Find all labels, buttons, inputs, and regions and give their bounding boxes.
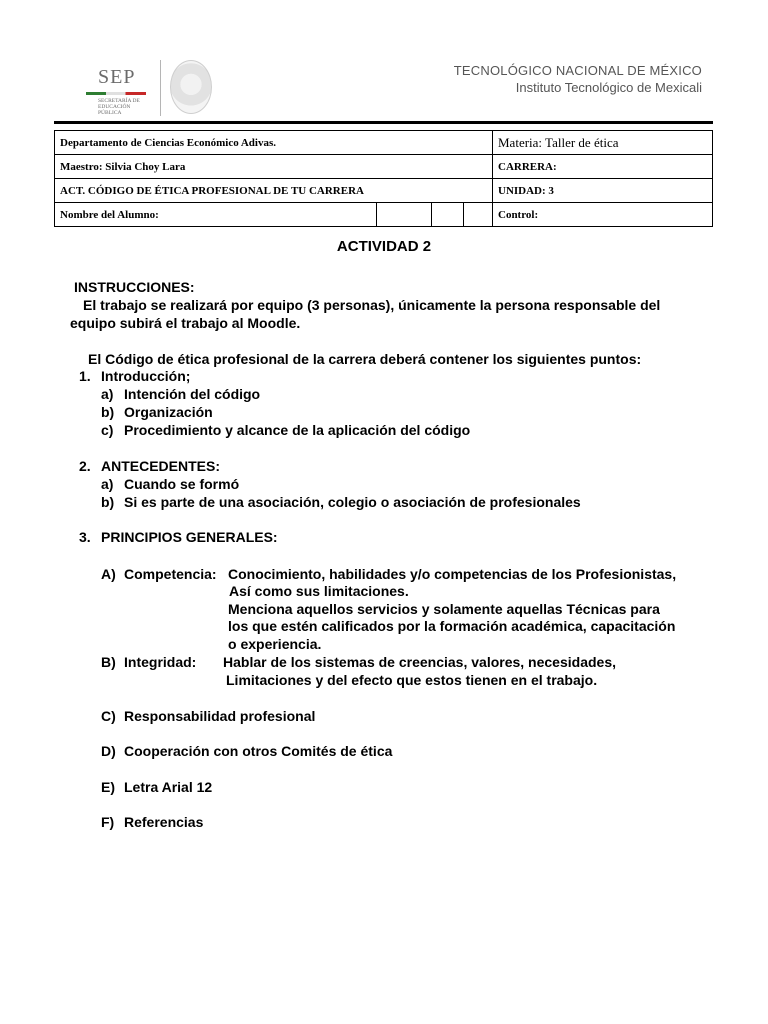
instructions-heading: INSTRUCCIONES: [74,279,195,295]
list-item [79,457,220,475]
table-row [55,131,713,155]
principle-text-line: Menciona aquellos servicios y solamente aquellas Técnicas para [228,601,660,617]
control-cell: Control: [493,203,713,227]
list-item-text: Intención del código [124,386,261,402]
principle-item [101,778,212,796]
principle-label: Integridad: [124,654,197,670]
list-marker: C) [101,708,116,724]
list-marker: 1. [79,368,91,384]
list-item-text: Introducción; [101,368,191,384]
activity-cell: ACT. CÓDIGO DE ÉTICA PROFESIONAL DE TU CARRERA [55,179,493,203]
principle-text: Responsabilidad profesional [124,708,316,724]
blank-cell [377,203,432,227]
principle-text-line: Limitaciones y del efecto que estos tienen en el trabajo. [226,672,598,688]
national-seal-icon [170,60,212,114]
maestro-cell: Maestro: Silvia Choy Lara [55,155,493,179]
sep-logo-subtext: SECRETARÍA DE EDUCACIÓN PÚBLICA [98,98,140,116]
list-item-text: PRINCIPIOS GENERALES: [101,529,278,545]
list-marker: D) [101,743,116,759]
principle-competencia [101,565,217,583]
list-marker: 3. [79,529,91,545]
principle-text: Referencias [124,814,204,830]
department-cell: Departamento de Ciencias Económico Adivas. [55,131,493,155]
principle-text-line: o experiencia. [228,636,322,652]
list-marker: a) [101,476,114,492]
principle-text-line: Así como sus limitaciones. [229,583,409,599]
list-item [79,367,190,385]
logo-divider [160,60,161,116]
principle-item [101,707,315,725]
principle-text-line: los que estén calificados por la formación académica, capacitación [228,618,676,634]
principle-item [101,813,203,831]
list-marker: b) [101,494,115,510]
student-name-cell: Nombre del Alumno: [55,203,377,227]
info-table [54,130,713,227]
list-marker: b) [101,404,115,420]
list-item-text: Organización [124,404,213,420]
flag-stripe [86,92,146,95]
sep-logo [80,56,250,122]
header-rule [54,121,713,124]
principle-label: Competencia: [124,566,217,582]
unidad-cell: UNIDAD: 3 [493,179,713,203]
list-marker: c) [101,422,114,438]
list-item-text: Si es parte de una asociación, colegio o asociación de profesionales [124,494,581,510]
materia-cell: Materia: Taller de ética [493,131,713,155]
list-item [101,475,239,493]
list-item-text: ANTECEDENTES: [101,458,221,474]
list-item [79,528,278,546]
principle-text-line: Hablar de los sistemas de creencias, valores, necesidades, [223,654,616,670]
list-marker: B) [101,654,116,670]
list-item-text: Procedimiento y alcance de la aplicación del código [124,422,471,438]
list-item [101,403,213,421]
list-item [101,385,260,403]
instructions-line-2: equipo subirá el trabajo al Moodle. [70,315,301,331]
list-marker: A) [101,566,116,582]
list-marker: E) [101,779,115,795]
principle-text: Letra Arial 12 [124,779,213,795]
principle-integridad [101,653,196,671]
list-marker: a) [101,386,114,402]
principle-text: Cooperación con otros Comités de ética [124,743,393,759]
list-item-text: Cuando se formó [124,476,240,492]
table-row [55,155,713,179]
principle-text-line: Conocimiento, habilidades y/o competencias de los Profesionistas, [228,566,677,582]
table-row [55,203,713,227]
page-title: ACTIVIDAD 2 [336,238,432,255]
list-item [101,493,581,511]
institute-name: Instituto Tecnológico de Mexicali [515,80,702,95]
instructions-line-1: El trabajo se realizará por equipo (3 personas), únicamente la persona responsable del [83,297,661,313]
blank-cell [432,203,464,227]
table-row [55,179,713,203]
blank-cell [463,203,492,227]
list-item [101,421,470,439]
list-marker: 2. [79,458,91,474]
list-marker: F) [101,814,115,830]
instructions-intro: El Código de ética profesional de la carrera deberá contener los siguientes puntos: [88,351,642,367]
sep-logo-text: SEP [98,66,136,88]
principle-item [101,742,392,760]
institution-name: TECNOLÓGICO NACIONAL DE MÉXICO [453,63,702,78]
carrera-cell: CARRERA: [493,155,713,179]
